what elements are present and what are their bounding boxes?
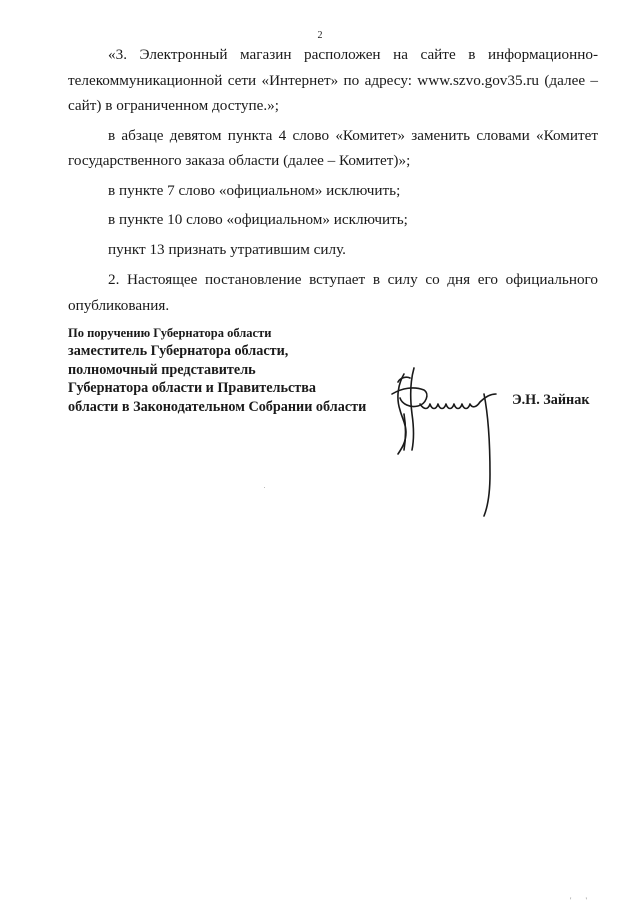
paragraph-amend-point-10: в пункте 10 слово «официальном» исключить; xyxy=(108,211,408,228)
signatory-line-on-behalf: По поручению Губернатора области xyxy=(68,326,272,340)
paragraph-amend-point-7: в пункте 7 слово «официальном» исключить; xyxy=(108,181,401,199)
paragraph-amend-point-13: пункт 13 признать утратившим силу. xyxy=(108,240,346,258)
scan-specks: ' ' xyxy=(570,896,593,905)
signatory-line-representative: полномочный представитель xyxy=(68,361,256,378)
signatory-position xyxy=(68,324,366,416)
page-number: 2 xyxy=(317,30,323,41)
signatory-line-legislative-assembly: области в Законодательном Собрании области xyxy=(68,398,367,415)
handwritten-signature-image xyxy=(384,364,504,520)
paragraph-effective-date: 2. Настоящее постановление вступает в силу со дня его официального опубликования. xyxy=(68,271,598,314)
paragraph-item-3: «3. Электронный магазин расположен на сайте в информационно-телекоммуникационной сети «Интернет» по адресу: www.szvo.gov35.ru (далее – сайт) в ограниченном доступе.»; xyxy=(68,46,598,114)
signatory-line-governor-government: Губернатора области и Правительства xyxy=(68,380,316,396)
signatory-line-deputy: заместитель Губернатора области, xyxy=(68,343,289,359)
scan-speck xyxy=(264,487,265,488)
document-body xyxy=(68,42,598,322)
paragraph-amend-point-4: в абзаце девятом пункта 4 слово «Комитет» заменить словами «Комитет государственного заказа области (далее – Комитет)»; xyxy=(68,126,598,169)
signatory-name: Э.Н. Зайнак xyxy=(512,392,590,408)
